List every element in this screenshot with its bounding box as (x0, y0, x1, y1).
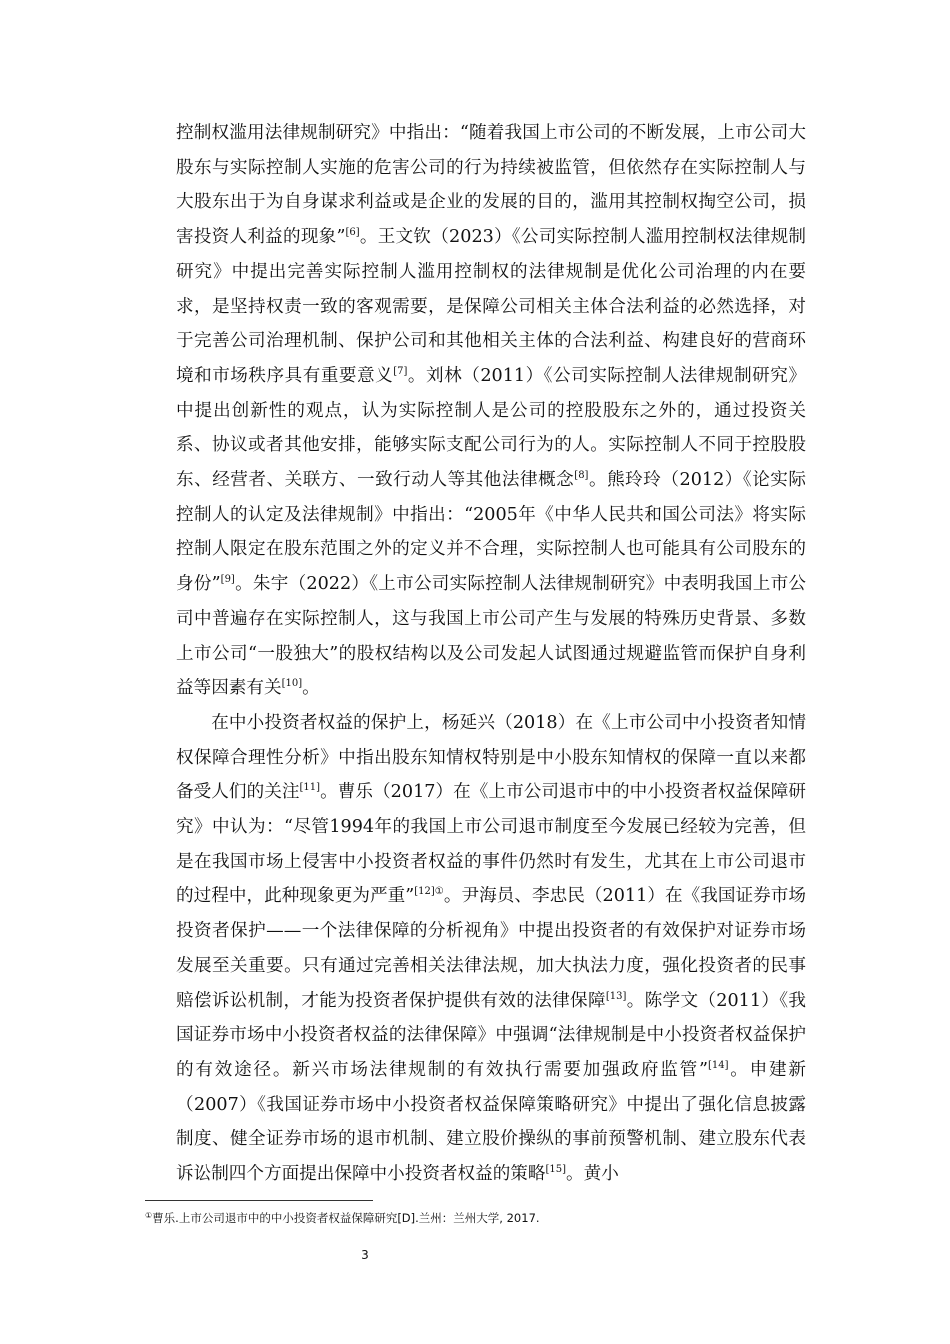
text-run: 。陈学文（2011）《我国证券市场中小投资者权益的法律保障》中强调“法律规制是中小投资者权益保护的有效途径。新兴市场法律规制的有效执行需要加强政府监管” (176, 990, 806, 1080)
citation-ref: [6] (345, 227, 360, 239)
body-text (176, 116, 806, 1192)
paragraph (176, 706, 806, 1192)
citation-ref: [9] (220, 574, 235, 586)
text-run: 。朱宇（2022）《上市公司实际控制人法律规制研究》中表明我国上市公司中普遍存在实际控制人，这与我国上市公司产生与发展的特殊历史背景、多数上市公司“一股独大”的股权结构以及公司发起人试图通过规避监管而保护自身利益等因素有关 (176, 574, 807, 699)
citation-ref: [8] (574, 470, 589, 482)
citation-ref: [15] (545, 1164, 567, 1176)
citation-ref: [10] (281, 678, 303, 690)
text-run: 。王文钦（2023）《公司实际控制人滥用控制权法律规制研究》中提出完善实际控制人滥用控制权的法律规制是优化公司治理的内在要求，是坚持权责一致的客观需要，是保障公司相关主体合法利益的必然选择，对于完善公司治理机制、保护公司和其他相关主体的合法利益、构建良好的营商环境和市场秩序具有重要意义 (176, 227, 806, 386)
text-run: 。黄小 (566, 1164, 619, 1185)
citation-ref: [14] (707, 1059, 729, 1071)
text-run: 控制权滥用法律规制研究》中指出：“随着我国上市公司的不断发展，上市公司大股东与实际控制人实施的危害公司的行为持续被监管，但依然存在实际控制人与大股东出于为自身谋求利益或是企业的发展的目的，滥用其控制权掏空公司，损害投资人利益的现象” (176, 123, 806, 248)
citation-ref: [13] (605, 990, 627, 1002)
citation-ref: [7] (393, 365, 408, 377)
text-run: 。 (302, 678, 320, 699)
text-run: 。刘林（2011）《公司实际控制人法律规制研究》中提出创新性的观点，认为实际控制人是公司的控股股东之外的，通过投资关系、协议或者其他安排，能够实际支配公司行为的人。实际控制人不同于控股股东、经营者、关联方、一致行动人等其他法律概念 (176, 365, 806, 491)
text-run: 。尹海员、李忠民（2011）在《我国证券市场投资者保护——一个法律保障的分析视角》中提出投资者的有效保护对证券市场发展至关重要。只有通过完善相关法律法规，加大执法力度，强化投资者的民事赔偿诉讼机制，才能为投资者保护提供有效的法律保障 (176, 886, 806, 1011)
footnote (145, 1210, 825, 1226)
footnote-text: 曹乐.上市公司退市中的中小投资者权益保障研究[D].兰州：兰州大学, 2017. (152, 1211, 540, 1225)
page-number: 3 (361, 1248, 369, 1262)
text-run: 。熊玲玲（2012）《论实际控制人的认定及法律规制》中指出：“2005年《中华人民共和国公司法》将实际控制人限定在股东范围之外的定义并不合理，实际控制人也可能具有公司股东的身份” (176, 470, 806, 595)
paragraph (176, 116, 806, 706)
text-run: 。申建新（2007）《我国证券市场中小投资者权益保障策略研究》中提出了强化信息披露制度、健全证券市场的退市机制、建立股价操纵的事前预警机制、建立股东代表诉讼制四个方面提出保障中小投资者权益的策略 (176, 1059, 806, 1185)
text-run: 在中小投资者权益的保护上，杨延兴（2018）在《上市公司中小投资者知情权保障合理性分析》中指出股东知情权特别是中小股东知情权的保障一直以来都备受人们的关注 (176, 712, 806, 803)
text-run: 。曹乐（2017）在《上市公司退市中的中小投资者权益保障研究》中认为：“尽管1994年的我国上市公司退市制度至今发展已经较为完善，但是在我国市场上侵害中小投资者权益的事件仍然时有发生，尤其在上市公司退市的过程中，此种现象更为严重” (176, 782, 806, 907)
citation-ref: [12]① (414, 886, 444, 898)
footnote-separator (145, 1200, 373, 1201)
citation-ref: [11] (299, 782, 321, 794)
footnote-marker: ① (145, 1211, 153, 1220)
